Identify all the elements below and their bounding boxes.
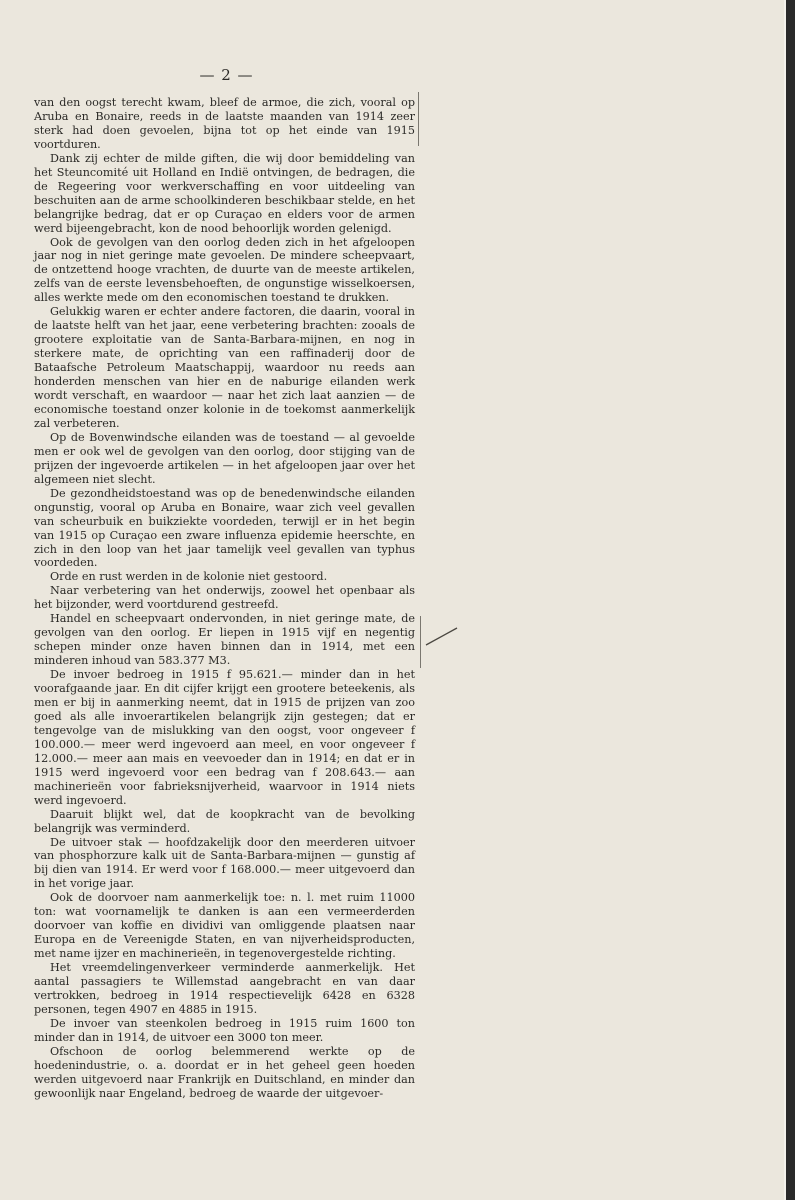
paragraph: De gezondheidstoestand was op de benedenwindsche eilanden ongunstig, vooral op Aruba en Bonaire, waar zich veel gevallen van scheurbuik en buikziekte voordeden, terwijl er in het begin van 1915 op Curaçao een zware influenza epidemie heerschte, en zich in den loop van het jaar tamelijk veel gevallen van typhus voordeden.	[34, 486, 415, 570]
margin-bar	[420, 616, 421, 668]
paragraph: Ook de gevolgen van den oorlog deden zich in het afgeloopen jaar nog in niet geringe mate gevoelen. De mindere scheepvaart, de ontzettend hooge vrachten, de duurte van de meeste artikelen, zelfs van de eerste levensbehoeften, de ongunstige wisselkoersen, alles werkte mede om den economischen toestand te drukken.	[34, 235, 415, 305]
paragraph: Ook de doorvoer nam aanmerkelijk toe: n. l. met ruim 11000 ton: wat voornamelijk te danken is aan een vermeerderden doorvoer van koffie en dividivi van omliggende plaatsen naar Europa en de Vereenigde Staten, en van nijverheidsproducten, met name ijzer en machinerieën, in tegenovergestelde richting.	[34, 891, 415, 961]
paragraph: Orde en rust werden in de kolonie niet gestoord.	[50, 570, 328, 584]
paragraph: van den oogst terecht kwam, bleef de armoe, die zich, vooral op Aruba en Bonaire, reeds in de laatste maanden van 1914 zeer sterk had doen gevoelen, bijna tot op het einde van 1915 voortduren.	[34, 96, 415, 151]
paragraph: De invoer van steenkolen bedroeg in 1915 ruim 1600 ton minder dan in 1914, de uitvoer een 3000 ton meer.	[34, 1016, 415, 1044]
page-number: — 2 —	[199, 66, 254, 84]
paragraph: De uitvoer stak — hoofdzakelijk door den meerderen uitvoer van phosphorzure kalk uit de Santa-Barbara-mijnen — gunstig af bij dien van 1914. Er werd voor f 168.000.— meer uitgevoerd dan in het vorige jaar.	[34, 835, 415, 891]
paragraph: Op de Bovenwindsche eilanden was de toestand — al gevoelde men er ook wel de gevolgen van den oorlog, door stijging van de prijzen der ingevoerde artikelen — in het afgeloopen jaar over het algemeen niet slecht.	[34, 430, 415, 486]
paragraph: Gelukkig waren er echter andere factoren, die daarin, vooral in de laatste helft van het jaar, eene verbetering brachten: zooals de grootere exploitatie van de Santa-Barbara-mijnen, en nog in sterkere mate, de oprichting van een raffinaderij door de Bataafsche Petroleum Maatschappij, waardoor nu reeds aan honderden menschen van hier en de naburige eilanden werk wordt verschaft, en waardoor — naar het zich laat aanzien — de economische toestand onzer kolonie in de toekomst aanmerkelijk zal verbeteren.	[34, 305, 415, 430]
paragraph: Daaruit blijkt wel, dat de koopkracht van de bevolking belangrijk was verminderd.	[34, 807, 415, 835]
paragraph: Dank zij echter de milde giften, die wij door bemiddeling van het Steuncomité uit Holland en Indië ontvingen, de bedragen, die de Regeering voor werkverschaffing en voor uitdeeling van beschuiten aan de arme schoolkinderen beschikbaar stelde, en het belangrijke bedrag, dat er op Curaçao en elders voor de armen werd bijeengebracht, kon de nood behoorlijk worden gelenigd.	[34, 151, 415, 235]
paragraph: Ofschoon de oorlog belemmerend werkte op de hoedenindustrie, o. a. doordat er in het geheel geen hoeden werden uitgevoerd naar Frankrijk en Duitschland, en minder dan gewoonlijk naar Engeland, bedroeg de waarde der uitgevoer-	[34, 1044, 415, 1100]
margin-bar	[418, 92, 419, 146]
paragraph: Handel en scheepvaart ondervonden, in niet geringe mate, de gevolgen van den oorlog. Er liepen in 1915 vijf en negentig schepen minder onze haven binnen dan in 1914, met een minderen inhoud van 583.377 M3.	[34, 612, 415, 668]
paragraph: Naar verbetering van het onderwijs, zoowel het openbaar als het bijzonder, werd voortdurend gestreefd.	[34, 584, 415, 612]
paragraph: De invoer bedroeg in 1915 f 95.621.— minder dan in het voorafgaande jaar. En dit cijfer krijgt een grootere beteekenis, als men er bij in aanmerking neemt, dat in 1915 de prijzen van zoo goed als alle invoerartikelen belangrijk zijn gestegen; dat er tengevolge van de mislukking van den oogst, voor ongeveer f 100.000.— meer werd ingevoerd aan meel, en voor ongeveer f 12.000.— meer aan mais en veevoeder dan in 1914; en dat er in 1915 werd ingevoerd voor een bedrag van f 208.643.— aan machinerieën voor fabrieksnijverheid, waarvoor in 1914 niets werd ingevoerd.	[34, 668, 415, 807]
paragraph: Het vreemdelingenverkeer verminderde aanmerkelijk. Het aantal passagiers te Willemstad aangebracht en van daar vertrokken, bedroeg in 1914 respectievelijk 6428 en 6328 personen, tegen 4907 en 4885 in 1915.	[34, 961, 415, 1016]
scan-edge	[784, 0, 795, 1200]
pencil-mark-icon	[424, 624, 460, 648]
body-text	[34, 96, 415, 1101]
